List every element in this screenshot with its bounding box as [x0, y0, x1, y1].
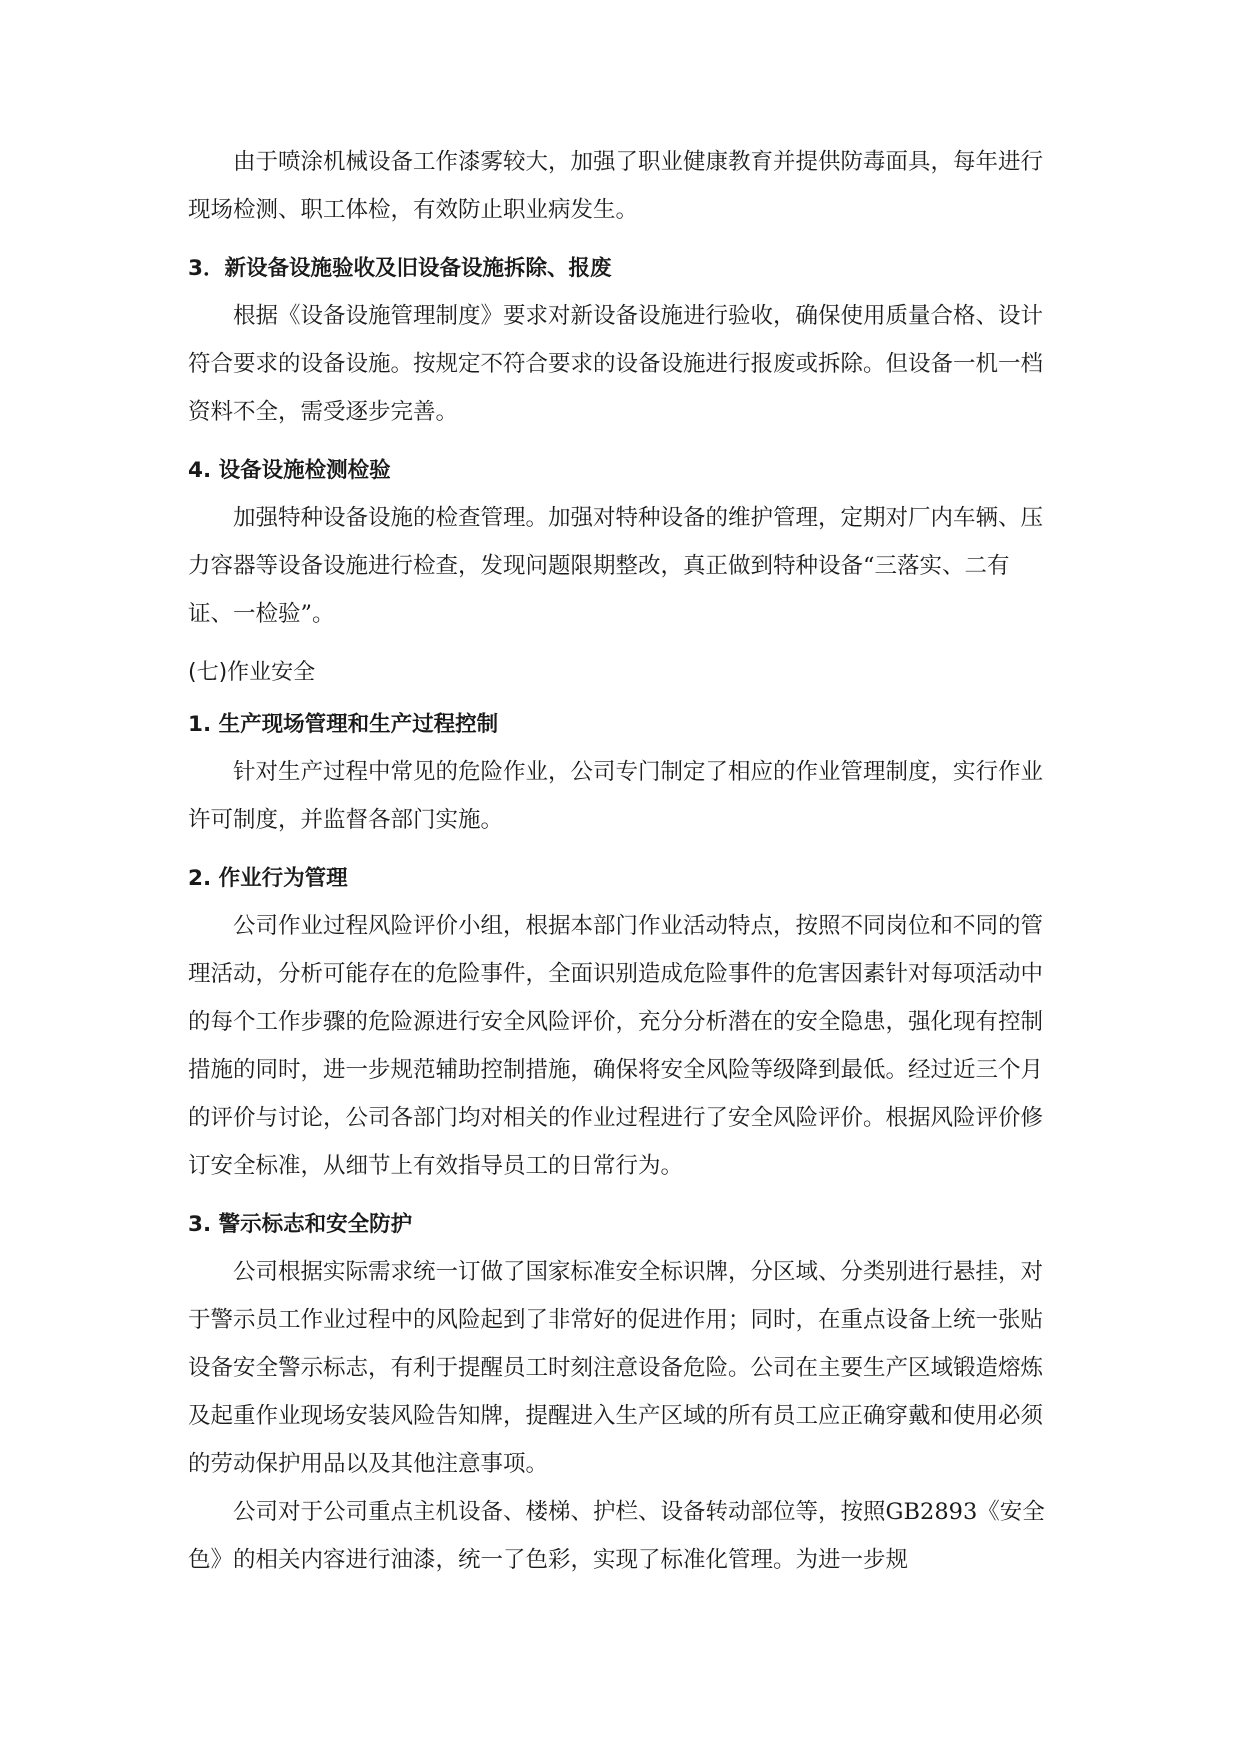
paragraph-occupational-health: 由于喷涂机械设备工作漆雾较大，加强了职业健康教育并提供防毒面具，每年进行现场检测、职工体检，有效防止职业病发生。	[188, 149, 1044, 223]
paragraph-safety-colors: 公司对于公司重点主机设备、楼梯、护栏、设备转动部位等，按照GB2893《安全色》的相关内容进行油漆，统一了色彩，实现了标准化管理。为进一步规	[188, 1499, 1045, 1573]
section-title-work-safety: (七)作业安全	[188, 660, 316, 685]
heading-work-behavior: 2. 作业行为管理	[188, 866, 348, 891]
paragraph-site-management: 针对生产过程中常见的危险作业，公司专门制定了相应的作业管理制度，实行作业许可制度，并监督各部门实施。	[188, 759, 1044, 833]
paragraph-equipment-inspection: 加强特种设备设施的检查管理。加强对特种设备的维护管理，定期对厂内车辆、压力容器等设备设施进行检查，发现问题限期整改，真正做到特种设备“三落实、二有证、一检验”。	[188, 505, 1044, 627]
heading-warning-signs: 3. 警示标志和安全防护	[188, 1212, 413, 1237]
paragraph-warning-signs: 公司根据实际需求统一订做了国家标准安全标识牌，分区域、分类别进行悬挂，对于警示员工作业过程中的风险起到了非常好的促进作用；同时，在重点设备上统一张贴设备安全警示标志，有利于提醒员工时刻注意设备危险。公司在主要生产区域锻造熔炼及起重作业现场安装风险告知牌，提醒进入生产区域的所有员工应正确穿戴和使用必须的劳动保护用品以及其他注意事项。	[188, 1259, 1044, 1477]
heading-equipment-acceptance: 3．新设备设施验收及旧设备设施拆除、报废	[188, 256, 612, 281]
heading-equipment-inspection: 4. 设备设施检测检验	[188, 458, 391, 483]
heading-site-management: 1. 生产现场管理和生产过程控制	[188, 712, 499, 737]
paragraph-equipment-acceptance: 根据《设备设施管理制度》要求对新设备设施进行验收，确保使用质量合格、设计符合要求的设备设施。按规定不符合要求的设备设施进行报废或拆除。但设备一机一档资料不全，需受逐步完善。	[188, 303, 1044, 425]
paragraph-work-behavior: 公司作业过程风险评价小组，根据本部门作业活动特点，按照不同岗位和不同的管理活动，分析可能存在的危险事件，全面识别造成危险事件的危害因素针对每项活动中的每个工作步骤的危险源进行安全风险评价，充分分析潜在的安全隐患，强化现有控制措施的同时，进一步规范辅助控制措施，确保将安全风险等级降到最低。经过近三个月的评价与讨论，公司各部门均对相关的作业过程进行了安全风险评价。根据风险评价修订安全标准，从细节上有效指导员工的日常行为。	[188, 913, 1044, 1179]
document-body	[188, 138, 1054, 1584]
